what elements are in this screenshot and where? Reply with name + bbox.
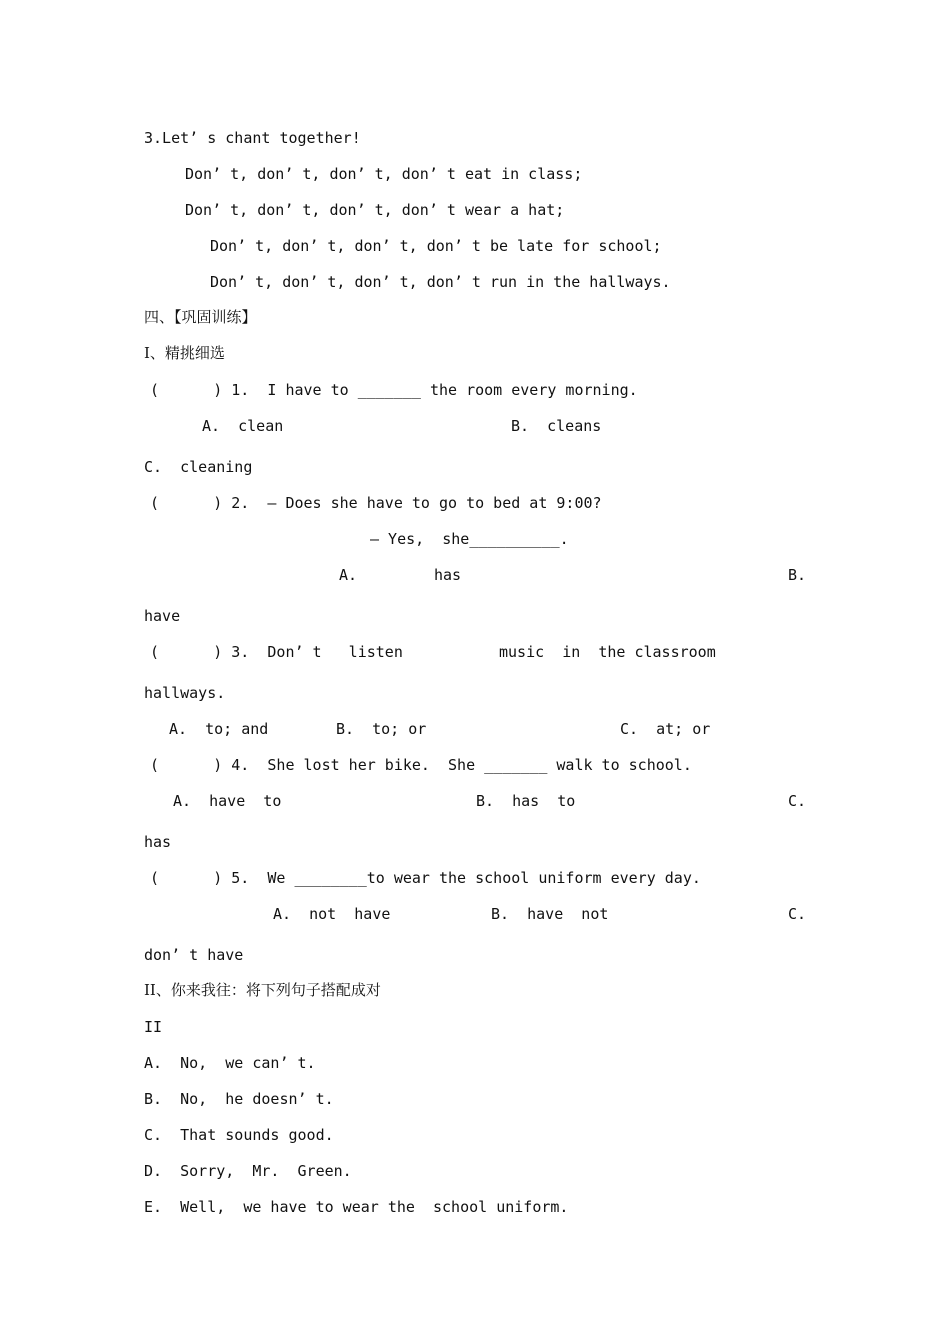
question-2-option-b-letter: B.	[788, 566, 807, 584]
answer-option: C. That sounds good.	[144, 1126, 334, 1144]
chant-line: Don’ t, don’ t, don’ t, don’ t wear a hat;	[185, 201, 565, 219]
question-1-option-c: C. cleaning	[144, 458, 253, 476]
answer-option: D. Sorry, Mr. Green.	[144, 1162, 352, 1180]
part-two-title: II、你来我往：将下列句子搭配成对	[144, 981, 381, 999]
question-4-option-c-letter: C.	[788, 792, 807, 810]
question-3-option-b: B. to; or	[336, 720, 427, 738]
question-5-option-a: A. not have	[273, 905, 391, 923]
part-one-title: I、精挑细选	[144, 344, 225, 362]
question-2-reply: — Yes, she__________.	[370, 530, 569, 548]
chant-line: Don’ t, don’ t, don’ t, don’ t be late for school;	[210, 237, 662, 255]
question-5-option-c-letter: C.	[788, 905, 807, 923]
question-2-option-b-text: have	[144, 607, 181, 625]
question-2-stem: ( ) 2. — Does she have to go to bed at 9:00?	[150, 494, 602, 512]
question-5-stem: ( ) 5. We ________to wear the school uniform every day.	[150, 869, 701, 887]
question-4-option-a: A. have to	[173, 792, 282, 810]
question-3-option-a: A. to; and	[169, 720, 269, 738]
question-4-option-c-text: has	[144, 833, 172, 851]
question-1-stem: ( ) 1. I have to _______ the room every morning.	[150, 381, 638, 399]
question-3-stem-end: hallways.	[144, 684, 226, 702]
question-2-option-a-letter: A.	[339, 566, 358, 584]
part-two-subtitle: II	[144, 1018, 163, 1036]
question-4-option-b: B. has to	[476, 792, 576, 810]
question-1-option-b: B. cleans	[511, 417, 602, 435]
question-1-option-a: A. clean	[202, 417, 284, 435]
question-5-option-c-text: don’ t have	[144, 946, 244, 964]
answer-option: A. No, we can’ t.	[144, 1054, 316, 1072]
question-2-option-a-text: has	[434, 566, 462, 584]
chant-line: Don’ t, don’ t, don’ t, don’ t run in the hallways.	[210, 273, 671, 291]
question-5-option-b: B. have not	[491, 905, 609, 923]
answer-option: E. Well, we have to wear the school uniform.	[144, 1198, 569, 1216]
question-3-option-c: C. at; or	[620, 720, 711, 738]
section-title: 四、【巩固训练】	[144, 308, 257, 326]
question-3-stem: ( ) 3. Don’ t listen	[150, 643, 403, 661]
answer-option: B. No, he doesn’ t.	[144, 1090, 334, 1108]
chant-line: Don’ t, don’ t, don’ t, don’ t eat in class;	[185, 165, 583, 183]
question-3-stem-continued: music in the classroom	[499, 643, 716, 661]
question-4-stem: ( ) 4. She lost her bike. She _______ walk to school.	[150, 756, 692, 774]
chant-title: 3.Let’ s chant together!	[144, 129, 361, 147]
